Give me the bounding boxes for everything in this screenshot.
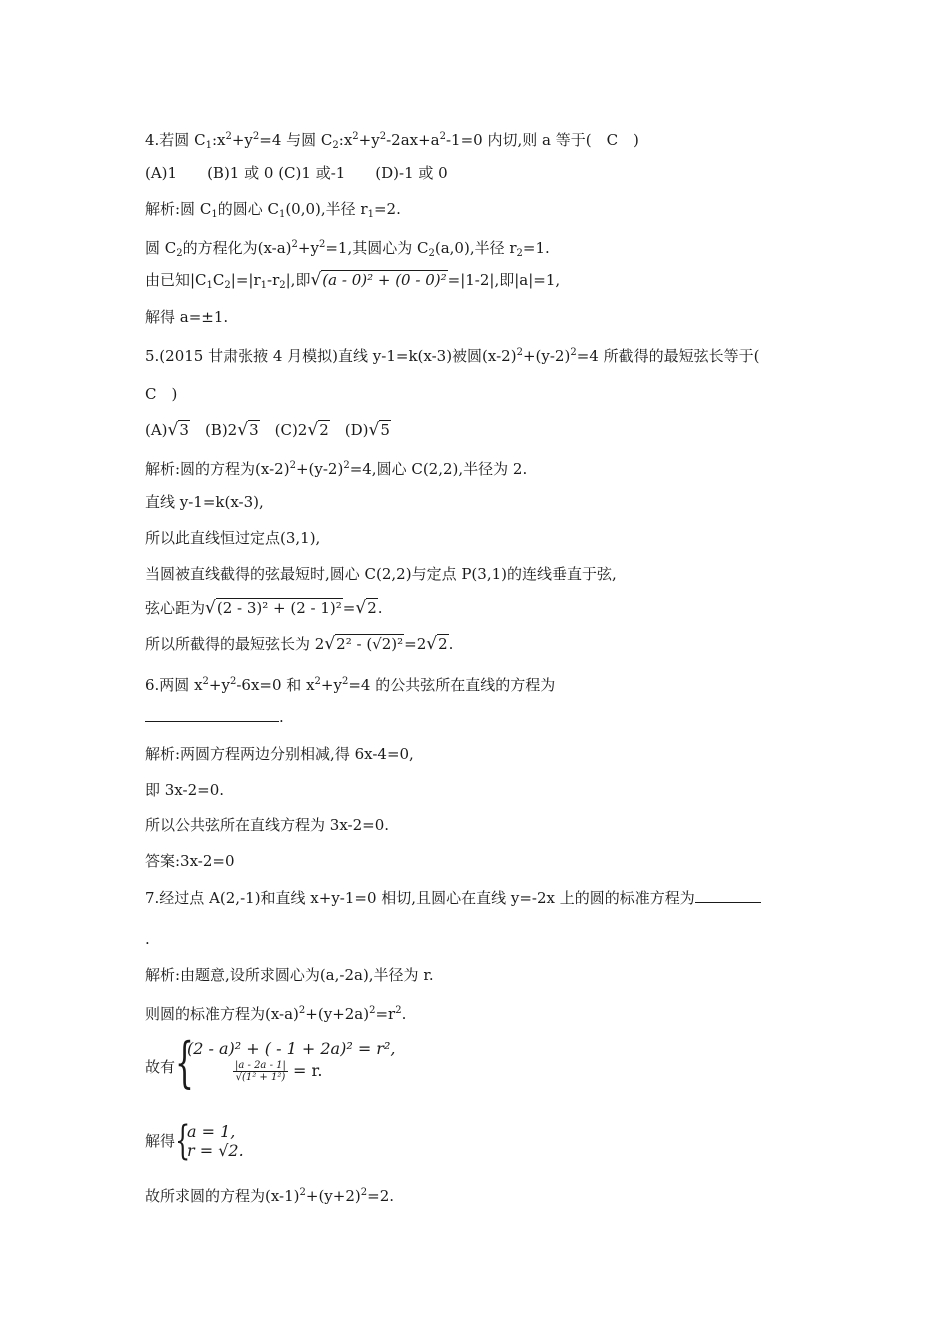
question-5-solution-line xyxy=(145,634,453,654)
text: (B)2 xyxy=(189,421,238,439)
text: =2. xyxy=(373,200,401,218)
superscript: 2 xyxy=(341,676,349,687)
text: =2. xyxy=(367,1187,395,1205)
system-equation: a = 1, xyxy=(187,1122,236,1141)
text: -6x=0 和 x xyxy=(236,676,315,694)
subscript: 1 xyxy=(206,280,213,291)
question-5-stem-cont: C ) xyxy=(145,385,178,403)
question-5-stem xyxy=(145,343,759,366)
subscript: 2 xyxy=(332,140,339,151)
question-5-solution-line: 所以此直线恒过定点(3,1), xyxy=(145,529,321,547)
question-6-stem xyxy=(145,672,555,695)
text: 的方程化为(x-a) xyxy=(182,239,292,257)
text: +y xyxy=(297,239,319,257)
radicand: 3 xyxy=(179,421,189,439)
superscript: 2 xyxy=(516,347,523,358)
radical: √(a - 0)² + (0 - 0)² xyxy=(310,270,447,290)
question-6-solution-line: 解析:两圆方程两边分别相减,得 6x-4=0, xyxy=(145,745,414,763)
question-4-solution-line xyxy=(145,270,560,296)
superscript: 2 xyxy=(289,460,296,471)
text: (a,0),半径 r xyxy=(434,239,517,257)
text: =4 与圆 C xyxy=(259,131,333,149)
question-7-solution-line xyxy=(145,1001,406,1024)
text: +y xyxy=(358,131,380,149)
text: 弦心距为 xyxy=(145,599,206,617)
radicand: 2 xyxy=(438,635,448,653)
question-6-solution-line: 即 3x-2=0. xyxy=(145,781,224,799)
text: |=|r xyxy=(230,271,261,289)
answer-blank[interactable] xyxy=(695,888,761,903)
superscript: 2 xyxy=(395,1005,402,1016)
text: +(y-2) xyxy=(522,347,571,365)
superscript: 2 xyxy=(229,676,237,687)
text: +y xyxy=(320,676,342,694)
text: 所以所截得的最短弦长为 2 xyxy=(145,635,325,653)
superscript: 2 xyxy=(298,1005,306,1016)
system-label: 解得 xyxy=(145,1132,176,1150)
text: +(y+2) xyxy=(305,1187,361,1205)
fraction xyxy=(233,1060,288,1083)
superscript: 2 xyxy=(439,131,446,142)
radical: √2 xyxy=(426,634,448,654)
subscript: 2 xyxy=(516,248,523,259)
radicand: 5 xyxy=(380,421,390,439)
text: +(y+2a) xyxy=(305,1005,370,1023)
radical: √5 xyxy=(368,420,390,440)
superscript: 2 xyxy=(299,1187,306,1198)
superscript: 2 xyxy=(202,676,209,687)
text: =|1-2|,即|a|=1, xyxy=(447,271,561,289)
superscript: 2 xyxy=(225,131,232,142)
question-6-answer-blank-line xyxy=(145,707,284,727)
left-brace: { xyxy=(175,1118,191,1164)
radicand: 2 xyxy=(319,421,329,439)
subscript: 1 xyxy=(260,280,267,291)
text: =1. xyxy=(522,239,550,257)
denominator: √(1² + 1²) xyxy=(235,1072,286,1083)
question-5-options xyxy=(145,420,391,440)
subscript: 2 xyxy=(176,248,183,259)
text: =1,其圆心为 C xyxy=(325,239,429,257)
question-6-solution-line: 所以公共弦所在直线方程为 3x-2=0. xyxy=(145,816,390,834)
text: 解析:圆 C xyxy=(145,200,212,218)
text: . xyxy=(401,1005,407,1023)
radicand: (a - 0)² + (0 - 0)² xyxy=(322,271,447,289)
superscript: 2 xyxy=(570,347,577,358)
text: -1=0 内切,则 a 等于( C ) xyxy=(445,131,639,149)
text: +(y-2) xyxy=(295,460,344,478)
text: :x xyxy=(211,131,226,149)
subscript: 2 xyxy=(279,280,286,291)
text: =r xyxy=(375,1005,396,1023)
question-4-options: (A)1 (B)1 或 0 (C)1 或-1 (D)-1 或 0 xyxy=(145,164,448,182)
text: =4 的公共弦所在直线的方程为 xyxy=(348,676,556,694)
text: . xyxy=(279,708,284,726)
text: 6.两圆 x xyxy=(145,676,203,694)
text: =4,圆心 C(2,2),半径为 2. xyxy=(349,460,528,478)
text: = xyxy=(342,599,356,617)
radical: √(2 - 3)² + (2 - 1)² xyxy=(205,598,342,618)
question-5-solution-line: 当圆被直线截得的弦最短时,圆心 C(2,2)与定点 P(3,1)的连线垂直于弦, xyxy=(145,565,617,583)
text: (D) xyxy=(329,421,369,439)
question-5-solution-line: 直线 y-1=k(x-3), xyxy=(145,493,264,511)
text: :x xyxy=(338,131,353,149)
text: 由已知|C xyxy=(145,271,207,289)
subscript: 1 xyxy=(205,140,212,151)
superscript: 2 xyxy=(369,1005,376,1016)
text: +y xyxy=(231,131,253,149)
text: -2ax+a xyxy=(386,131,440,149)
question-4-solution-line xyxy=(145,235,550,264)
equation-system-2 xyxy=(145,1118,345,1164)
text: 故所求圆的方程为(x-1) xyxy=(145,1187,300,1205)
answer-blank[interactable] xyxy=(145,707,279,722)
text: =4 所截得的最短弦长等于( xyxy=(576,347,760,365)
superscript: 2 xyxy=(379,131,387,142)
text: -r xyxy=(267,271,280,289)
question-7-solution-line: 解析:由题意,设所求圆心为(a,-2a),半径为 r. xyxy=(145,966,434,984)
text: . xyxy=(448,635,454,653)
question-7-final-answer xyxy=(145,1183,394,1206)
radical: √2 xyxy=(307,420,329,440)
radical: √3 xyxy=(167,420,189,440)
question-4-solution-line: 解得 a=±1. xyxy=(145,308,229,326)
superscript: 2 xyxy=(318,239,326,250)
text: +y xyxy=(208,676,230,694)
system-equation xyxy=(233,1060,322,1083)
radical: √2 xyxy=(355,598,377,618)
question-7-stem xyxy=(145,888,761,908)
superscript: 2 xyxy=(314,676,321,687)
question-7-stem-end: . xyxy=(145,930,150,948)
superscript: 2 xyxy=(352,131,359,142)
text: . xyxy=(377,599,383,617)
text: (0,0),半径 r xyxy=(285,200,368,218)
text: 4.若圆 C xyxy=(145,131,206,149)
subscript: 2 xyxy=(224,280,231,291)
superscript: 2 xyxy=(291,239,298,250)
radicand: (2 - 3)² + (2 - 1)² xyxy=(216,599,342,617)
equation-system-1 xyxy=(145,1031,505,1097)
radical: √3 xyxy=(237,420,259,440)
radicand: 2² - (√2)² xyxy=(336,635,404,653)
question-5-solution-line xyxy=(145,456,527,479)
radical: √2² - (√2)² xyxy=(324,634,404,654)
superscript: 2 xyxy=(343,460,350,471)
subscript: 2 xyxy=(428,248,435,259)
text: (A) xyxy=(145,421,168,439)
text: =2 xyxy=(404,635,427,653)
radicand: 3 xyxy=(249,421,259,439)
radicand: 2 xyxy=(367,599,377,617)
system-label: 故有 xyxy=(145,1058,176,1076)
text: 解析:圆的方程为(x-2) xyxy=(145,460,290,478)
question-6-answer: 答案:3x-2=0 xyxy=(145,852,235,870)
subscript: 1 xyxy=(278,209,286,220)
numerator: |a - 2a - 1| xyxy=(235,1060,286,1071)
text: 圆 C xyxy=(145,239,177,257)
text: 的圆心 C xyxy=(217,200,279,218)
text: (C)2 xyxy=(259,421,308,439)
subscript: 1 xyxy=(211,209,218,220)
subscript: 1 xyxy=(367,209,374,220)
text: |,即 xyxy=(285,271,311,289)
superscript: 2 xyxy=(252,131,260,142)
text: 7.经过点 A(2,-1)和直线 x+y-1=0 相切,且圆心在直线 y=-2x 上的圆的标准方程为 xyxy=(145,889,695,907)
system-equation: (2 - a)² + ( - 1 + 2a)² = r², xyxy=(187,1039,396,1058)
system-equation: r = √2. xyxy=(187,1141,244,1160)
superscript: 2 xyxy=(360,1187,368,1198)
question-4-solution-line xyxy=(145,199,401,225)
text: C xyxy=(212,271,225,289)
text: 则圆的标准方程为(x-a) xyxy=(145,1005,299,1023)
text: 5.(2015 甘肃张掖 4 月模拟)直线 y-1=k(x-3)被圆(x-2) xyxy=(145,347,517,365)
question-4-stem xyxy=(145,127,639,156)
question-5-solution-line xyxy=(145,598,383,618)
left-brace: { xyxy=(175,1031,194,1094)
text: = r. xyxy=(292,1061,323,1080)
